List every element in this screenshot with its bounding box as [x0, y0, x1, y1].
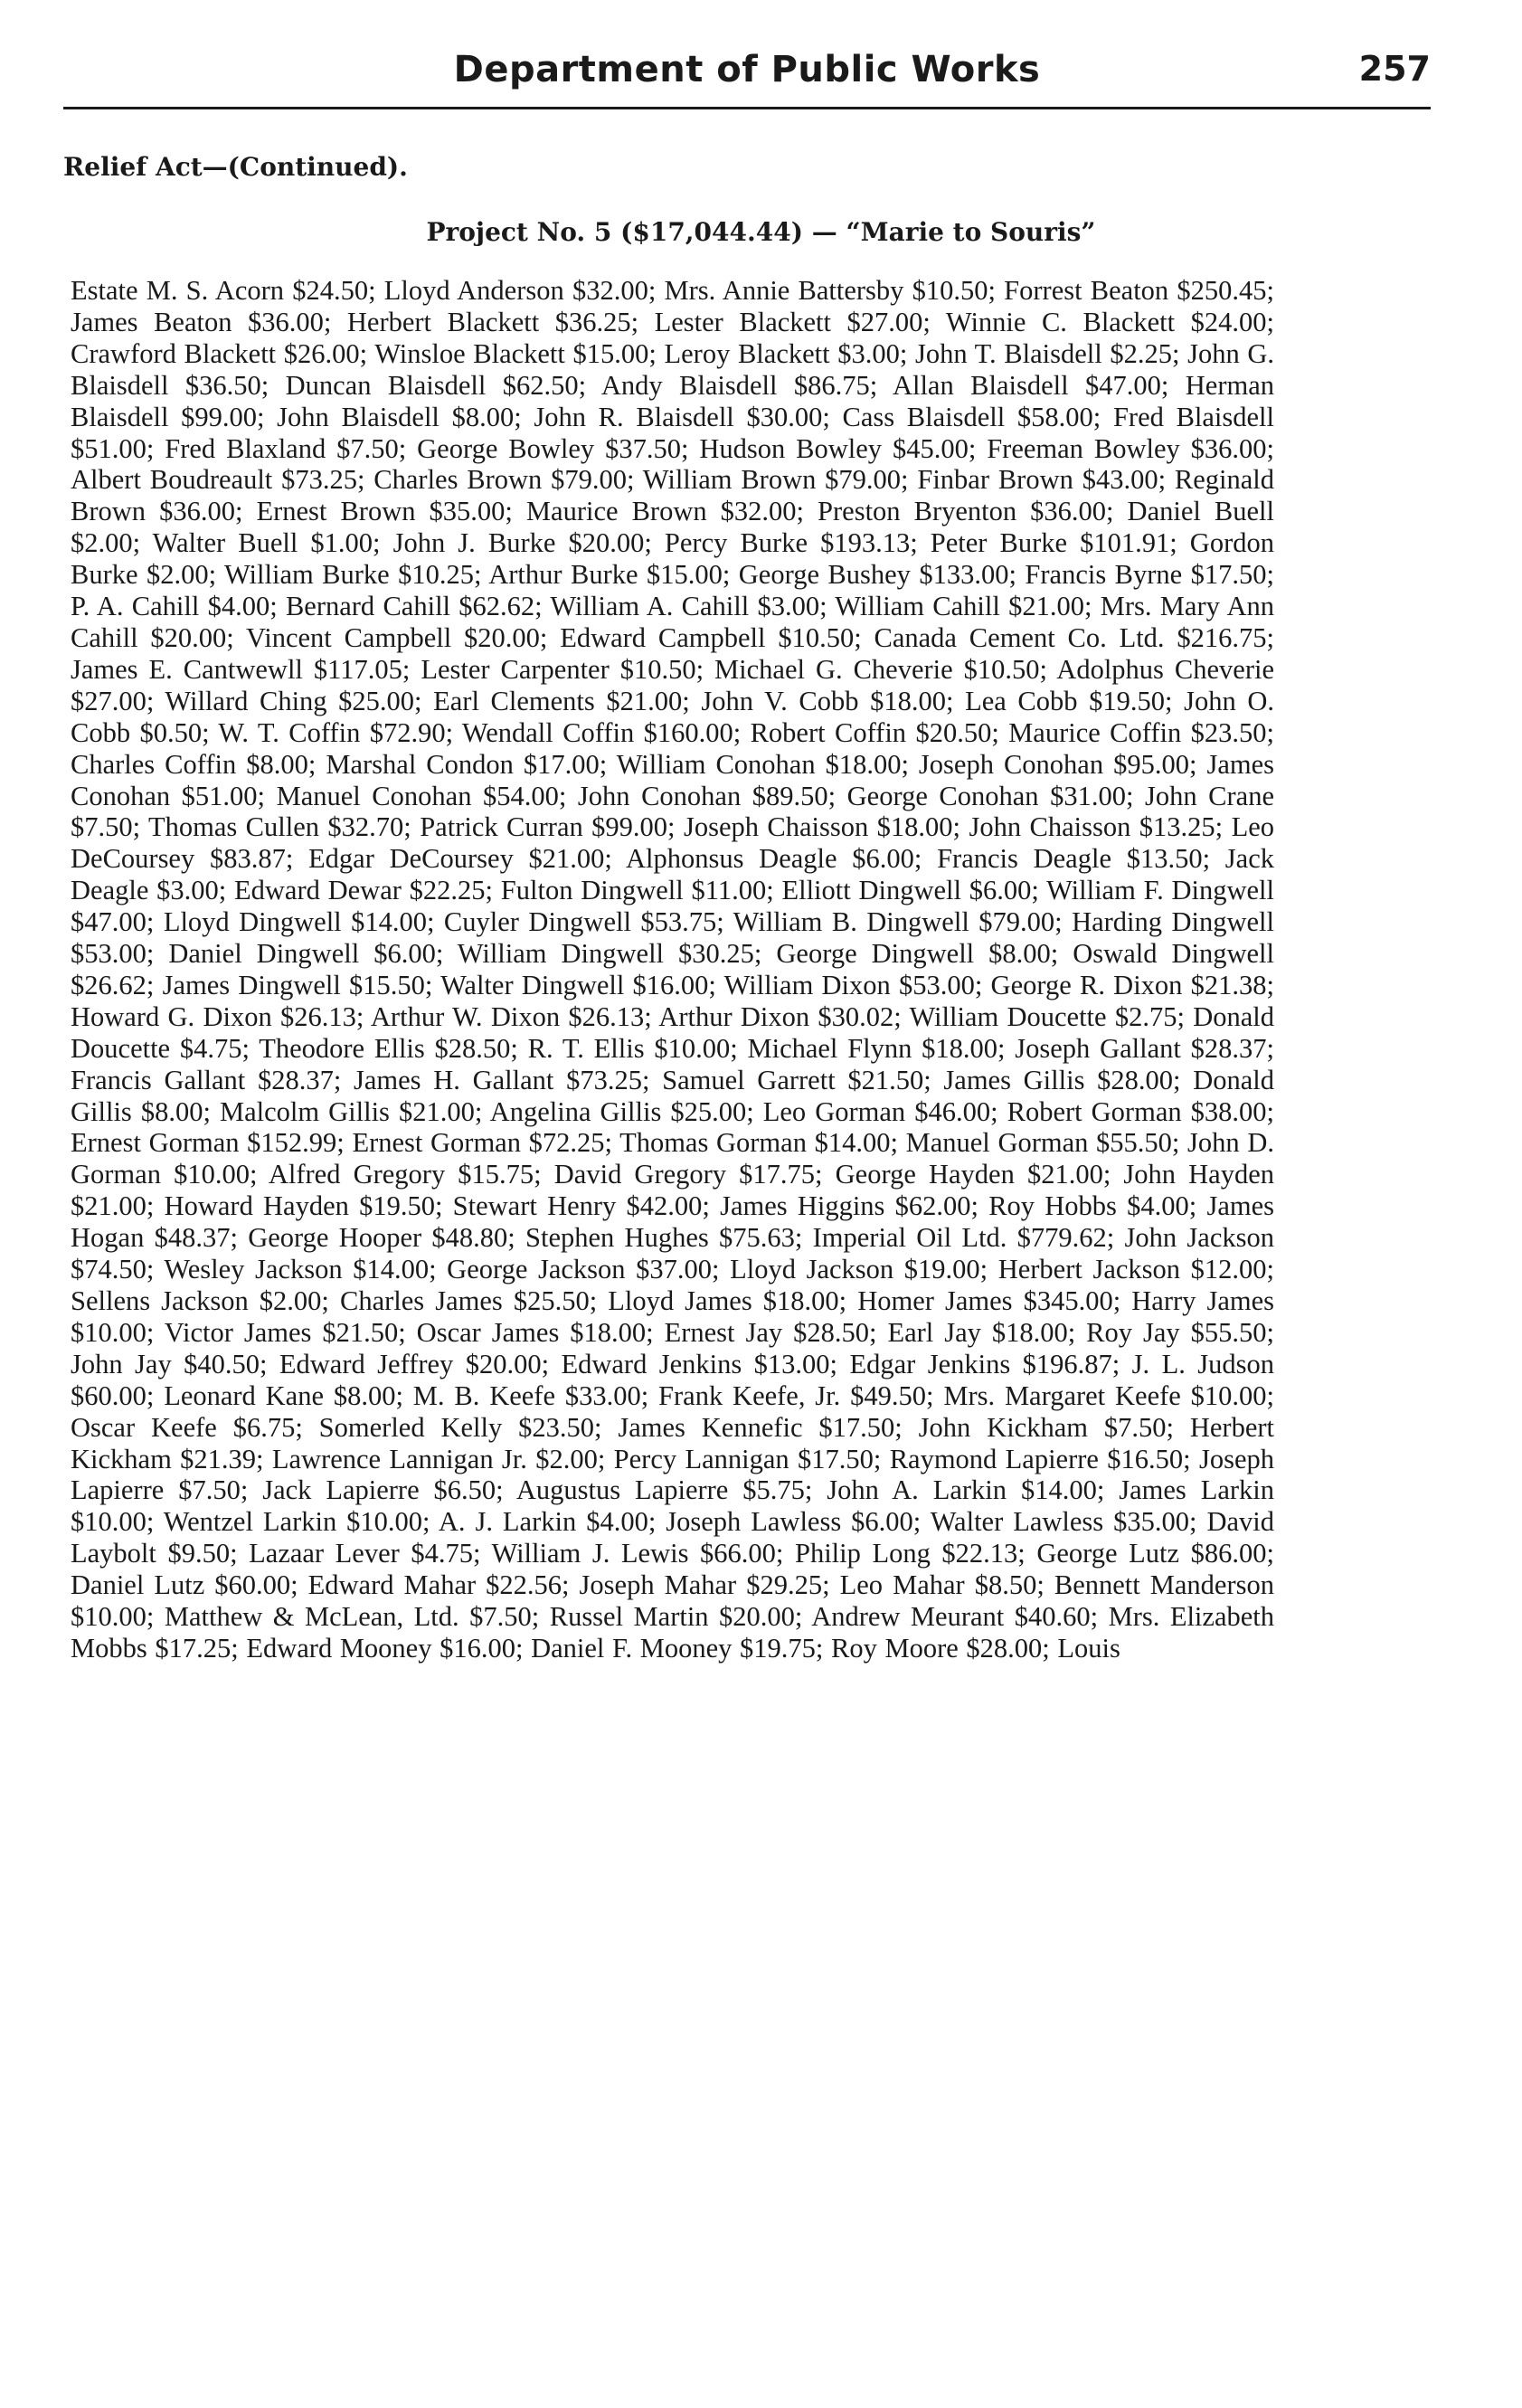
project-heading: Project No. 5 ($17,044.44) — “Marie to Souris”	[426, 217, 1096, 247]
payment-list-paragraph: Estate M. S. Acorn $24.50; Lloyd Anderson $32.00; Mrs. Annie Battersby $10.50; Forrest Beaton $250.45; James Beaton $36.00; Herbert Blackett $36.25; Lester Blackett $27.00; Winnie C. Blackett $24.00; Crawford Blackett $26.00; Winsloe Blackett $15.00; Leroy Blackett $3.00; John T. Blaisdell $2.25; John G. Blaisdell $36.50; Duncan Blaisdell $62.50; Andy Blaisdell $86.75; Allan Blaisdell $47.00; Herman Blaisdell $99.00; John Blaisdell $8.00; John R. Blaisdell $30.00; Cass Blaisdell $58.00; Fred Blaisdell $51.00; Fred Blaxland $7.50; George Bowley $37.50; Hudson Bowley $45.00; Freeman Bowley $36.00; Albert Boudreault $73.25; Charles Brown $79.00; William Brown $79.00; Finbar Brown $43.00; Reginald Brown $36.00; Ernest Brown $35.00; Maurice Brown $32.00; Preston Bryenton $36.00; Daniel Buell $2.00; Walter Buell $1.00; John J. Burke $20.00; Percy Burke $193.13; Peter Burke $101.91; Gordon Burke $2.00; William Burke $10.25; Arthur Burke $15.00; George Bushey $133.00; Francis Byrne $17.50; P. A. Cahill $4.00; Bernard Cahill $62.62; William A. Cahill $3.00; William Cahill $21.00; Mrs. Mary Ann Cahill $20.00; Vincent Campbell $20.00; Edward Campbell $10.50; Canada Cement Co. Ltd. $216.75; James E. Cantwewll $117.05; Lester Carpenter $10.50; Michael G. Cheverie $10.50; Adolphus Cheverie $27.00; Willard Ching $25.00; Earl Clements $21.00; John V. Cobb $18.00; Lea Cobb $19.50; John O. Cobb $0.50; W. T. Coffin $72.90; Wendall Coffin $160.00; Robert Coffin $20.50; Maurice Coffin $23.50; Charles Coffin $8.00; Marshal Condon $17.00; William Conohan $18.00; Joseph Conohan $95.00; James Conohan $51.00; Manuel Conohan $54.00; John Conohan $89.50; George Conohan $31.00; John Crane $7.50; Thomas Cullen $32.70; Patrick Curran $99.00; Joseph Chaisson $18.00; John Chaisson $13.25; Leo DeCoursey $83.87; Edgar DeCoursey $21.00; Alphonsus Deagle $6.00; Francis Deagle $13.50; Jack Deagle $3.00; Edward Dewar $22.25; Fulton Dingwell $11.00; Elliott Dingwell $6.00; William F. Dingwell $47.00; Lloyd Dingwell $14.00; Cuyler Dingwell $53.75; William B. Dingwell $79.00; Harding Dingwell $53.00; Daniel Dingwell $6.00; William Dingwell $30.25; George Dingwell $8.00; Oswald Dingwell $26.62; James Dingwell $15.50; Walter Dingwell $16.00; William Dixon $53.00; George R. Dixon $21.38; Howard G. Dixon $26.13; Arthur W. Dixon $26.13; Arthur Dixon $30.02; William Doucette $2.75; Donald Doucette $4.75; Theodore Ellis $28.50; R. T. Ellis $10.00; Michael Flynn $18.00; Joseph Gallant $28.37; Francis Gallant $28.37; James H. Gallant $73.25; Samuel Garrett $21.50; James Gillis $28.00; Donald Gillis $8.00; Malcolm Gillis $21.00; Angelina Gillis $25.00; Leo Gorman $46.00; Robert Gorman $38.00; Ernest Gorman $152.99; Ernest Gorman $72.25; Thomas Gorman $14.00; Manuel Gorman $55.50; John D. Gorman $10.00; Alfred Gregory $15.75; David Gregory $17.75; George Hayden $21.00; John Hayden $21.00; Howard Hayden $19.50; Stewart Henry $42.00; James Higgins $62.00; Roy Hobbs $4.00; James Hogan $48.37; George Hooper $48.80; Stephen Hughes $75.63; Imperial Oil Ltd. $779.62; John Jackson $74.50; Wesley Jackson $14.00; George Jackson $37.00; Lloyd Jackson $19.00; Herbert Jackson $12.00; Sellens Jackson $2.00; Charles James $25.50; Lloyd James $18.00; Homer James $345.00; Harry James $10.00; Victor James $21.50; Oscar James $18.00; Ernest Jay $28.50; Earl Jay $18.00; Roy Jay $55.50; John Jay $40.50; Edward Jeffrey $20.00; Edward Jenkins $13.00; Edgar Jenkins $196.87; J. L. Judson $60.00; Leonard Kane $8.00; M. B. Keefe $33.00; Frank Keefe, Jr. $49.50; Mrs. Margaret Keefe $10.00; Oscar Keefe $6.75; Somerled Kelly $23.50; James Kennefic $17.50; John Kickham $7.50; Herbert Kickham $21.39; Lawrence Lannigan Jr. $2.00; Percy Lannigan $17.50; Raymond Lapierre $16.50; Joseph Lapierre $7.50; Jack Lapierre $6.50; Augustus Lapierre $5.75; John A. Larkin $14.00; James Larkin $10.00; Wentzel Larkin $10.00; A. J. Larkin $4.00; Joseph Lawless $6.00; Walter Lawless $35.00; David Laybolt $9.50; Lazaar Lever $4.75; William J. Lewis $66.00; Philip Long $22.13; George Lutz $86.00; Daniel Lutz $60.00; Edward Mahar $22.56; Joseph Mahar $29.25; Leo Mahar $8.50; Bennett Manderson $10.00; Matthew & McLean, Ltd. $7.50; Russel Martin $20.00; Andrew Meurant $40.60; Mrs. Elizabeth Mobbs $17.25; Edward Mooney $16.00; Daniel F. Mooney $19.75; Roy Moore $28.00; Louis	[71, 275, 1274, 1664]
page-number: 257	[1358, 49, 1431, 89]
page-header	[63, 42, 1431, 107]
header-rule	[63, 107, 1431, 109]
section-heading: Relief Act—(Continued).	[63, 152, 408, 182]
page-title: Department of Public Works	[453, 49, 1041, 90]
